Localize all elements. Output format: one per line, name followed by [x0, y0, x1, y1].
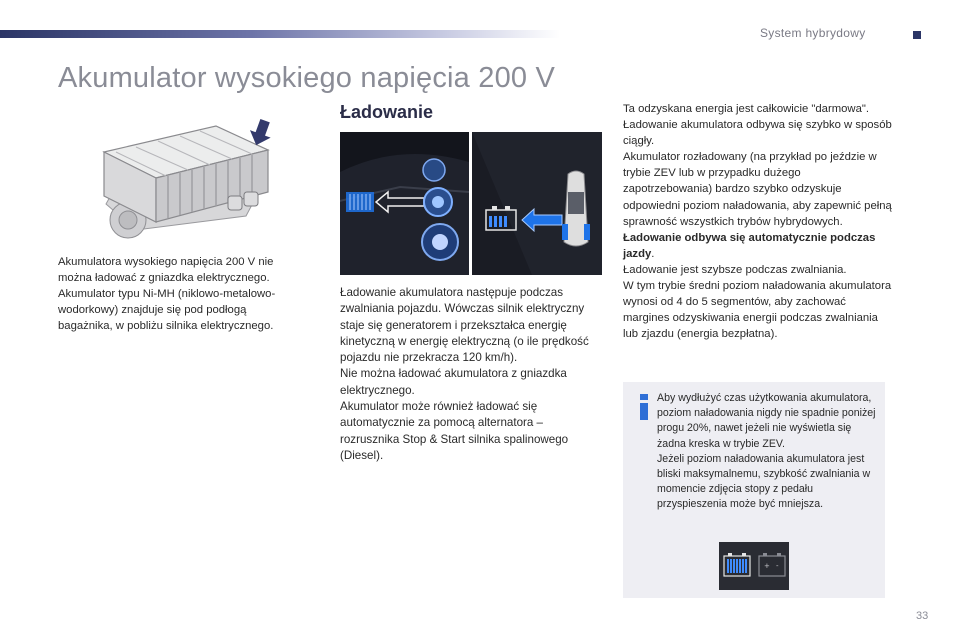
charging-heading: Ładowanie	[340, 102, 434, 122]
info-box	[623, 382, 885, 598]
page-title: Akumulator wysokiego napięcia 200 V	[58, 62, 556, 94]
page-number: 33	[916, 610, 929, 622]
section-marker	[913, 31, 921, 39]
info-icon	[635, 394, 653, 420]
middle-paragraph-3: Akumulator może również ładować się automatycznie za pomocą alternatora – rozrusznika Stop & Start silnika spalinowego (Diesel).	[340, 400, 569, 462]
info-paragraph-1: Aby wydłużyć czas użytkowania akumulatora, poziom naładowania nigdy nie spadnie poniżej progu 20%, nawet jeżeli nie wyświetla się żadna kreska w trybie ZEV.	[657, 392, 876, 450]
info-paragraph-2: Jeżeli poziom naładowania akumulatora jest bliski maksymalnemu, szybkość zwalniania w momencie zdjęcia stopy z pedału przyspieszenia może być mniejsza.	[657, 452, 871, 511]
regenerative-braking-illustration	[340, 132, 469, 275]
info-text	[657, 391, 879, 513]
battery-illustration	[96, 112, 276, 244]
svg-text:+: +	[764, 562, 770, 570]
section-label: System hybrydowy	[760, 26, 866, 40]
left-paragraph-1: Akumulatora wysokiego napięcia 200 V nie można ładować z gniazdka elektrycznego.	[58, 256, 274, 285]
left-paragraph-2: Akumulator typu Ni-MH (niklowo-metalowo-wodorkowy) znajduje się pod podłogą bagażnika, w pobliżu silnika elektrycznego.	[58, 288, 276, 333]
energy-flow-illustration	[472, 132, 602, 275]
right-paragraph-2: Akumulator rozładowany (na przykład po jeździe w trybie ZEV lub w przypadku dużego zapotrzebowania) bardzo szybko odzyskuje odpowiedni poziom naładowania, aby zapewnić pełną sprawność wszystkich trybów hybrydowych.	[623, 151, 892, 228]
right-paragraph-3: Ładowanie jest szybsze podczas zwalniania.	[623, 263, 847, 276]
svg-text:-: -	[776, 562, 779, 570]
right-paragraph-1: Ta odzyskana energia jest całkowicie "darmowa". Ładowanie akumulatora odbywa się szybko w sposób ciągły.	[623, 103, 892, 148]
right-column-text	[623, 101, 893, 342]
middle-paragraph-1: Ładowanie akumulatora następuje podczas zwalniania pojazdu. Wówczas silnik elektryczny staje się generatorem i przekształca energię kinetyczną w energię elektryczną (o ile prędkość pojazdu nie przekracza 120 km/h).	[340, 286, 589, 365]
auto-charge-heading: Ładowanie odbywa się automatycznie podczas jazdy	[623, 231, 876, 260]
middle-column-text	[340, 285, 605, 464]
battery-gauge-illustration	[719, 542, 789, 590]
right-paragraph-4: W tym trybie średni poziom naładowania akumulatora wynosi od 4 do 5 segmentów, aby zachować margines odzyskiwania energii podczas zwalniania lub zjazdu (energia bezpłatna).	[623, 280, 892, 341]
left-column-text	[58, 254, 303, 334]
auto-charge-suffix: .	[651, 247, 655, 260]
header-gradient-bar	[0, 30, 560, 38]
middle-paragraph-2: Nie można ładować akumulatora z gniazdka elektrycznego.	[340, 367, 567, 397]
